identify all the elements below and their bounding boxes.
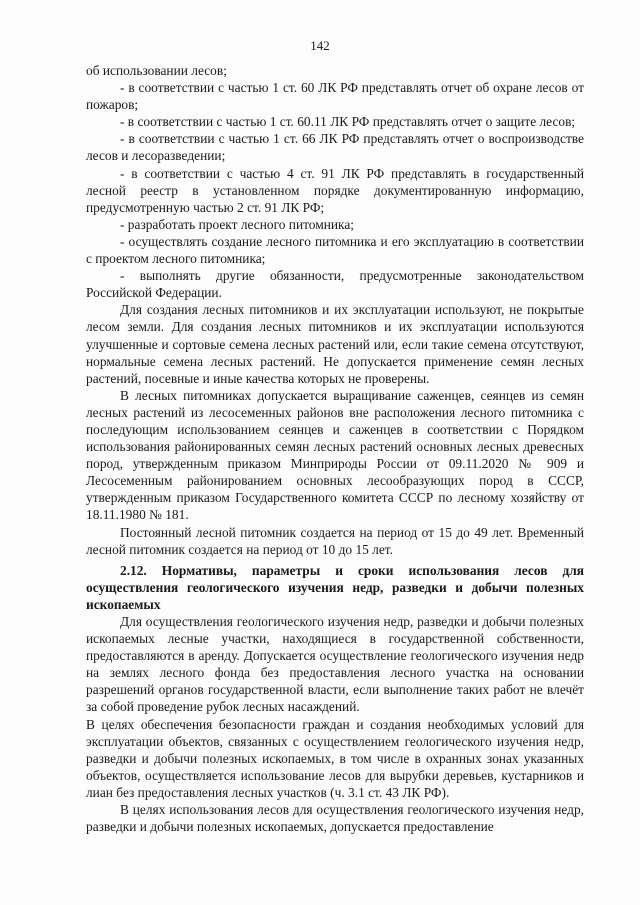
- list-item-reproduction-report: - в соответствии с частью 1 ст. 66 ЛК РФ представлять отчет о воспроизводстве лесов и лесоразведении;: [86, 131, 584, 164]
- paragraph-geology-lease: Для осуществления геологического изучения недр, разведки и добычи полезных ископаемых лесные участки, находящиеся в государственной собственности, предоставляются в аренду. Допускается осуществление геологического изучения недр на землях лесного фонда без предоставления лесного участка на основании разрешений органов государственной власти, если выполнение таких работ не влечёт за собой проведение рубок лесных насаждений.: [86, 614, 584, 715]
- document-body: [86, 62, 584, 835]
- list-item-protection-report: - в соответствии с частью 1 ст. 60.11 ЛК РФ представлять отчет о защите лесов;: [120, 114, 576, 130]
- paragraph-seedlings: В лесных питомниках допускается выращивание саженцев, сеянцев из семян лесных растений из лесосеменных районов вне расположения лесного питомника с последующим использованием сеянцев и саженцев в соответствии с Порядком использования районированных семян лесных растений основных лесных древесных пород, утвержденным приказом Минприроды России от 09.11.2020 № 909 и Лесосеменным районированием основных лесообразующих пород в СССР, утвержденным приказом Государственного комитета СССР по лесному хозяйству от 18.11.1980 № 181.: [86, 387, 584, 523]
- list-item-forest-registry: - в соответствии с частью 4 ст. 91 ЛК РФ представлять в государственный лесной реестр в установленном порядке документированную информацию, предусмотренную частью 2 ст. 91 ЛК РФ;: [86, 165, 584, 215]
- paragraph-nursery-lands: Для создания лесных питомников и их эксплуатации используют, не покрытые лесом земли. Для создания лесных питомников и их эксплуатации используются улучшенные и сортовые семена лесных растений или, если такие семена отсутствуют, нормальные семена лесных растений. Не допускается применение семян лесных растений, посевные и иные качества которых не проверены.: [86, 302, 584, 386]
- section-heading: 2.12. Нормативы, параметры и сроки использования лесов для осуществления геологического изучения недр, разведки и добычи полезных ископаемых: [86, 562, 584, 612]
- paragraph-nursery-period: Постоянный лесной питомник создается на период от 15 до 49 лет. Временный лесной питомник создается на период от 10 до 15 лет.: [86, 524, 584, 557]
- paragraph-continuation: об использовании лесов;: [86, 63, 227, 78]
- paragraph-safety: В целях обеспечения безопасности граждан и создания необходимых условий для эксплуатации объектов, связанных с осуществлением геологического изучения недр, разведки и добычи полезных ископаемых, в том числе в охранных зонах указанных объектов, осуществляется использование лесов для вырубки деревьев, кустарников и лиан без предоставления лесных участков (ч. 3.1 ст. 43 ЛК РФ).: [86, 716, 584, 800]
- list-item-nursery-creation: - осуществлять создание лесного питомника и его эксплуатацию в соответствии с проектом лесного питомника;: [86, 233, 584, 267]
- list-item-other-duties: - выполнять другие обязанности, предусмотренные законодательством Российской Федерации.: [86, 268, 584, 301]
- paragraph-geology-use: В целях использования лесов для осуществления геологического изучения недр, разведки и добычи полезных ископаемых, допускается предоставление: [86, 802, 584, 835]
- list-item-nursery-project: - разработать проект лесного питомника;: [120, 216, 355, 232]
- list-item-fire-report: - в соответствии с частью 1 ст. 60 ЛК РФ представлять отчет об охране лесов от пожаров;: [86, 80, 584, 113]
- page-number: 142: [310, 38, 330, 53]
